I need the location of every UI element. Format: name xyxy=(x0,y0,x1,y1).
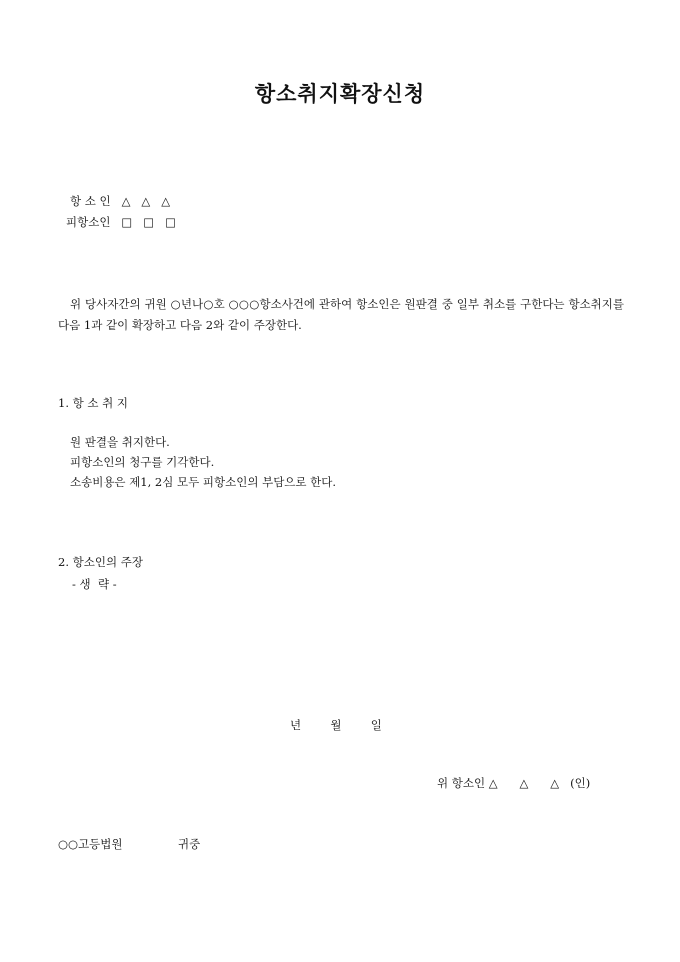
signature-line: 위 항소인 △ △ △ (인) xyxy=(437,776,591,790)
section1-item: 피항소인의 청구를 기각한다. xyxy=(70,455,215,469)
section1-item: 원 판결을 취지한다. xyxy=(70,435,170,449)
section2-heading: 2. 항소인의 주장 xyxy=(58,555,143,569)
appellant-line: 항 소 인 △ △ △ xyxy=(70,194,171,208)
intro-paragraph: 위 당사자간의 귀원 ○년나○호 ○○○항소사건에 관하여 항소인은 원판결 중 일부 취소를 구한다는 항소취지를 다음 1과 같이 확장하고 다음 2와 같이 주장한다. xyxy=(58,297,624,332)
appellee-line: 피항소인 □ □ □ xyxy=(66,215,176,229)
date-line: 년 월 일 xyxy=(290,718,382,732)
court-name: ○○고등법원 xyxy=(58,837,123,851)
section2-body: - 생 략 - xyxy=(72,577,117,591)
section1-item: 소송비용은 제1, 2심 모두 피항소인의 부담으로 한다. xyxy=(70,475,337,489)
section1-heading: 1. 항 소 취 지 xyxy=(58,396,129,410)
court-honorific: 귀중 xyxy=(178,837,201,851)
document-title: 항소취지확장신청 xyxy=(254,81,426,106)
